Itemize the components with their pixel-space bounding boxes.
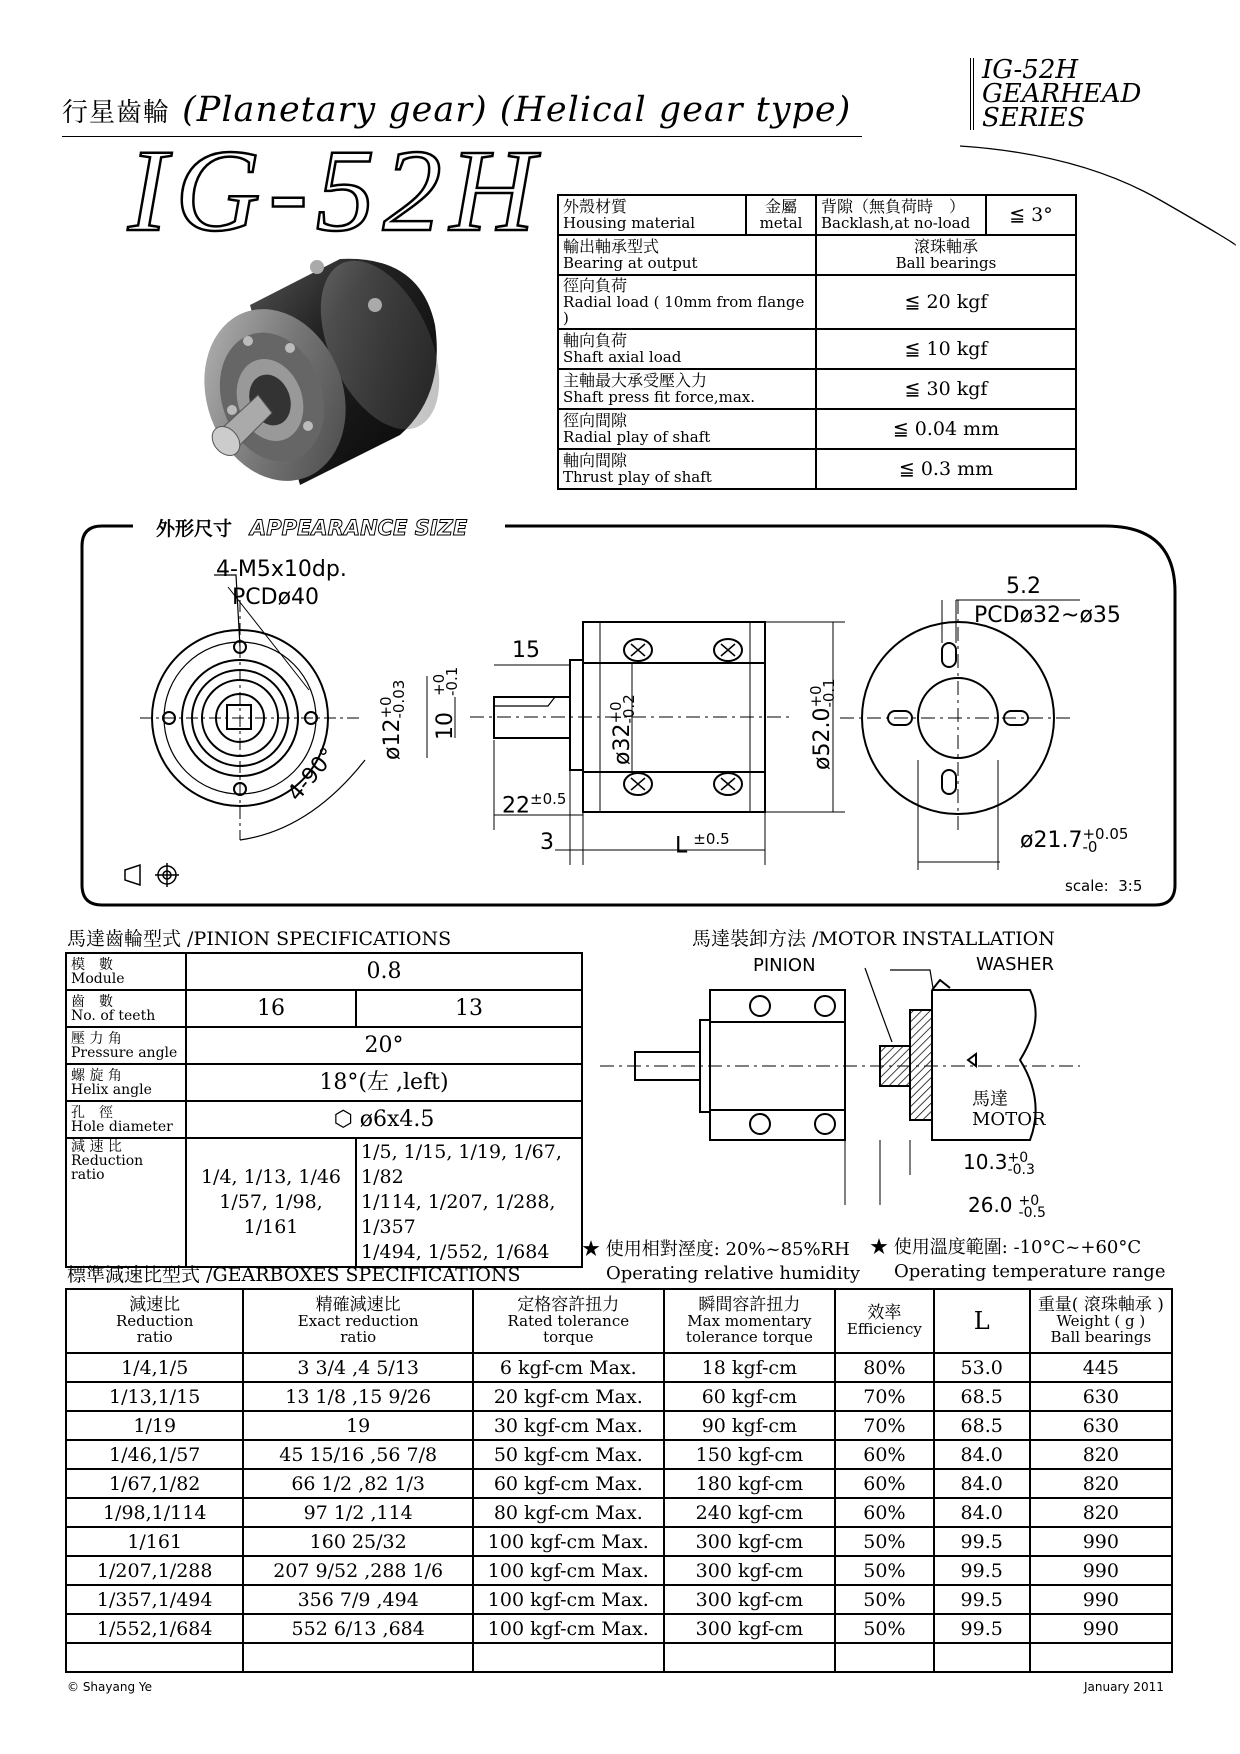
- table-cell: 1/46,1/57: [66, 1440, 243, 1469]
- pinion-value: 1/5, 1/15, 1/19, 1/67, 1/82 1/114, 1/207, 1/288, 1/357 1/494, 1/552, 1/684: [356, 1138, 582, 1267]
- gearbox-header-text: 瞬間容許扭力: [698, 1295, 801, 1315]
- spec-label: 輸出軸承型式 Bearing at output: [558, 235, 816, 275]
- dim-m5: 4-M5x10dp.: [216, 557, 347, 582]
- gearbox-header-text: L: [973, 1307, 990, 1335]
- spec-label: 徑向負荷 Radial load ( 10mm from flange ): [558, 275, 816, 329]
- gearbox-header-text: Ball bearings: [1050, 1328, 1152, 1346]
- table-cell: 84.0: [934, 1440, 1030, 1469]
- dim-d12: ø12+0 -0.03: [377, 679, 408, 760]
- spec-row: [558, 449, 1076, 489]
- gearbox-header-text: 效率: [867, 1303, 902, 1323]
- table-cell: 50%: [835, 1614, 934, 1643]
- table-cell: 99.5: [934, 1614, 1030, 1643]
- dim-5-2: 5.2: [1006, 574, 1041, 599]
- dim-lL: L $^{\pm 0.5}$: [675, 830, 730, 859]
- dim-10-3: 10.3+0 -0.3: [963, 1149, 1035, 1178]
- spec-label: 徑向間隙 Radial play of shaft: [558, 409, 816, 449]
- pinion-label: 孔 徑 Hole diameter: [66, 1101, 186, 1138]
- table-cell: 68.5: [934, 1382, 1030, 1411]
- copyright: © Shayang Ye: [67, 1680, 153, 1694]
- gearbox-header-cell: [1030, 1289, 1172, 1353]
- series-line3: SERIES: [982, 103, 1086, 133]
- table-cell: 1/161: [66, 1527, 243, 1556]
- table-cell: [1030, 1643, 1172, 1672]
- product-photo: [180, 245, 480, 495]
- gearbox-header-text: 重量( 滾珠軸承 ): [1037, 1295, 1164, 1315]
- table-cell: 300 kgf-cm: [664, 1556, 835, 1585]
- spec-label: 外殼材質 Housing material: [558, 195, 746, 235]
- gearbox-title: 標準減速比型式 /GEARBOXES SPECIFICATIONS: [67, 1264, 521, 1286]
- table-cell: 820: [1030, 1498, 1172, 1527]
- temperature-spec: ★ 使用溫度範圍: -10°C~+60°C Operating temperature range: [870, 1237, 1166, 1282]
- table-cell: 240 kgf-cm: [664, 1498, 835, 1527]
- table-row: [66, 1498, 1172, 1527]
- table-cell: 50%: [835, 1556, 934, 1585]
- spec-label: 主軸最大承受壓入力 Shaft press fit force,max.: [558, 369, 816, 409]
- hexagon-icon: ⬡: [333, 1106, 360, 1132]
- dim-d52: ø52.0+0 -0.1: [807, 678, 838, 770]
- gearbox-header-text: Rated tolerance: [507, 1312, 630, 1330]
- gearbox-header-text: Max momentary: [687, 1312, 812, 1330]
- gearbox-header-text: 減速比: [129, 1295, 181, 1315]
- table-cell: 99.5: [934, 1556, 1030, 1585]
- gearbox-header-text: Weight ( g ): [1056, 1312, 1146, 1330]
- table-cell: 160 25/32: [243, 1527, 473, 1556]
- gearbox-header-text: tolerance torque: [685, 1328, 813, 1346]
- pinion-value: ⬡ ø6x4.5: [186, 1101, 582, 1138]
- pinion-row: [66, 990, 582, 1027]
- table-cell: 100 kgf-cm Max.: [473, 1556, 664, 1585]
- table-cell: 300 kgf-cm: [664, 1585, 835, 1614]
- table-cell: [835, 1643, 934, 1672]
- pinion-label: 減 速 比 Reduction ratio: [66, 1138, 186, 1267]
- table-cell: 630: [1030, 1411, 1172, 1440]
- spec-value: ≦ 20 kgf: [816, 275, 1076, 329]
- table-cell: 1/13,1/15: [66, 1382, 243, 1411]
- dim-d217: ø21.7+0.05 -0: [1020, 825, 1129, 856]
- pinion-value: 0.8: [186, 953, 582, 990]
- dim-d32: ø32+0 -0.2: [607, 694, 638, 765]
- motor-label: 馬達 MOTOR: [972, 1089, 1046, 1130]
- table-cell: 3 3/4 ,4 5/13: [243, 1353, 473, 1382]
- table-row: [66, 1411, 1172, 1440]
- table-cell: 180 kgf-cm: [664, 1469, 835, 1498]
- table-cell: 70%: [835, 1382, 934, 1411]
- table-cell: 990: [1030, 1527, 1172, 1556]
- table-cell: 97 1/2 ,114: [243, 1498, 473, 1527]
- dim-l3: 3: [540, 830, 554, 855]
- pinion-value: 18°(左 ,left): [186, 1064, 582, 1101]
- table-cell: 68.5: [934, 1411, 1030, 1440]
- spec-row: [558, 369, 1076, 409]
- table-cell: 84.0: [934, 1498, 1030, 1527]
- spec-row: [558, 275, 1076, 329]
- spec-label: 背隙（無負荷時 ） Backlash,at no-load: [816, 195, 986, 235]
- table-cell: 100 kgf-cm Max.: [473, 1585, 664, 1614]
- gearbox-header-text: ratio: [340, 1328, 377, 1346]
- dim-l22: $22^{\pm 0.5}$: [502, 790, 567, 819]
- front-view: [140, 575, 365, 840]
- pinion-value: 13: [356, 990, 582, 1027]
- table-row: [66, 1527, 1172, 1556]
- gearbox-header-cell: [66, 1289, 243, 1353]
- table-cell: 150 kgf-cm: [664, 1440, 835, 1469]
- series-box: [970, 55, 1182, 133]
- gearbox-header-text: Efficiency: [846, 1320, 922, 1338]
- pinion-label: 齒 數 No. of teeth: [66, 990, 186, 1027]
- spec-value: ≦ 30 kgf: [816, 369, 1076, 409]
- spec-value: 金屬 metal: [746, 195, 816, 235]
- table-cell: 100 kgf-cm Max.: [473, 1527, 664, 1556]
- motor-pinion-label: PINION: [753, 955, 816, 976]
- table-cell: 1/357,1/494: [66, 1585, 243, 1614]
- spec-label: 軸向間隙 Thrust play of shaft: [558, 449, 816, 489]
- dim-pcd32: PCDø32~ø35: [974, 603, 1121, 628]
- table-cell: 356 7/9 ,494: [243, 1585, 473, 1614]
- pinion-row: [66, 1027, 582, 1064]
- table-cell: 13 1/8 ,15 9/26: [243, 1382, 473, 1411]
- dim-l15: 15: [512, 638, 540, 663]
- table-cell: 445: [1030, 1353, 1172, 1382]
- spec-value: ≦ 10 kgf: [816, 329, 1076, 369]
- table-cell: [66, 1643, 243, 1672]
- table-cell: 1/207,1/288: [66, 1556, 243, 1585]
- table-cell: 66 1/2 ,82 1/3: [243, 1469, 473, 1498]
- table-cell: 50%: [835, 1585, 934, 1614]
- gearbox-header-text: 精確減速比: [315, 1295, 401, 1315]
- table-cell: 30 kgf-cm Max.: [473, 1411, 664, 1440]
- gearbox-header-text: torque: [543, 1328, 594, 1346]
- pinion-label: 螺 旋 角 Helix angle: [66, 1064, 186, 1101]
- gearbox-header-cell: [473, 1289, 664, 1353]
- table-cell: 1/552,1/684: [66, 1614, 243, 1643]
- gearbox-header-cell: [934, 1289, 1030, 1353]
- pinion-value: 20°: [186, 1027, 582, 1064]
- pinion-value: 1/4, 1/13, 1/46 1/57, 1/98, 1/161: [186, 1138, 356, 1267]
- footer-date: January 2011: [1084, 1680, 1164, 1694]
- table-row: [66, 1382, 1172, 1411]
- table-row: [66, 1643, 1172, 1672]
- spec-row: [558, 409, 1076, 449]
- spec-value: ≦ 0.3 mm: [816, 449, 1076, 489]
- table-cell: 990: [1030, 1585, 1172, 1614]
- table-cell: 1/67,1/82: [66, 1469, 243, 1498]
- table-cell: 45 15/16 ,56 7/8: [243, 1440, 473, 1469]
- table-cell: 20 kgf-cm Max.: [473, 1382, 664, 1411]
- pinion-label: 模 數 Module: [66, 953, 186, 990]
- title-en: (Planetary gear) (Helical gear type): [182, 90, 852, 130]
- table-cell: 820: [1030, 1469, 1172, 1498]
- spec-label: 軸向負荷 Shaft axial load: [558, 329, 816, 369]
- table-row: [66, 1353, 1172, 1382]
- table-cell: 990: [1030, 1556, 1172, 1585]
- table-cell: 18 kgf-cm: [664, 1353, 835, 1382]
- table-cell: 60 kgf-cm: [664, 1382, 835, 1411]
- gearbox-header-cell: [835, 1289, 934, 1353]
- dim-h10: 10+0 -0.1: [430, 666, 461, 740]
- table-cell: 207 9/52 ,288 1/6: [243, 1556, 473, 1585]
- pinion-row: [66, 953, 582, 990]
- gearbox-body: [66, 1353, 1172, 1672]
- table-cell: 80 kgf-cm Max.: [473, 1498, 664, 1527]
- spec-value: ≦ 3°: [986, 195, 1076, 235]
- table-row: [66, 1614, 1172, 1643]
- table-cell: 60%: [835, 1498, 934, 1527]
- model-logo: IG-52H: [128, 125, 544, 256]
- title-cn: 行星齒輪: [62, 98, 171, 128]
- spec-row: [558, 235, 1076, 275]
- spec-value: 滾珠軸承 Ball bearings: [816, 235, 1076, 275]
- table-cell: [934, 1643, 1030, 1672]
- table-cell: 84.0: [934, 1469, 1030, 1498]
- table-cell: 99.5: [934, 1527, 1030, 1556]
- table-cell: 19: [243, 1411, 473, 1440]
- table-cell: 990: [1030, 1614, 1172, 1643]
- scale-label: scale: 3:5: [1065, 877, 1143, 895]
- motor-washer-label: WASHER: [976, 954, 1054, 975]
- appearance-title: [150, 514, 473, 541]
- table-cell: 60%: [835, 1440, 934, 1469]
- table-cell: 50 kgf-cm Max.: [473, 1440, 664, 1469]
- gearbox-header-row: [66, 1289, 1172, 1353]
- table-cell: 50%: [835, 1527, 934, 1556]
- table-cell: [243, 1643, 473, 1672]
- gearbox-header-text: ratio: [136, 1328, 173, 1346]
- spec-row: [558, 329, 1076, 369]
- pinion-value: 16: [186, 990, 356, 1027]
- series-line1: IG-52H: [982, 55, 1079, 85]
- table-cell: 99.5: [934, 1585, 1030, 1614]
- gearbox-header-text: 定格容許扭力: [517, 1295, 620, 1315]
- star-icon: ★: [870, 1237, 894, 1258]
- table-cell: [473, 1643, 664, 1672]
- table-cell: 60%: [835, 1469, 934, 1498]
- projection-symbol: [125, 863, 179, 887]
- series-line2: GEARHEAD: [982, 79, 1142, 109]
- table-cell: 70%: [835, 1411, 934, 1440]
- gearbox-header-cell: [664, 1289, 835, 1353]
- appearance-title-en: APPEARANCE SIZE: [250, 516, 468, 540]
- dim-pcd40: PCDø40: [232, 585, 320, 610]
- spec-table: [557, 194, 1077, 490]
- table-row: [66, 1585, 1172, 1614]
- side-view: [427, 622, 845, 865]
- motor-title: 馬達裝卸方法 /MOTOR INSTALLATION: [692, 928, 1055, 950]
- gearbox-header-text: Exact reduction: [297, 1312, 419, 1330]
- table-cell: 552 6/13 ,684: [243, 1614, 473, 1643]
- page-title: [62, 90, 851, 130]
- star-icon: ★: [582, 1239, 606, 1260]
- pinion-label: 壓 力 角 Pressure angle: [66, 1027, 186, 1064]
- spec-row: [558, 195, 1076, 235]
- table-cell: 820: [1030, 1440, 1172, 1469]
- dim-4-90: 4-90°: [283, 743, 342, 807]
- table-cell: 6 kgf-cm Max.: [473, 1353, 664, 1382]
- table-cell: 300 kgf-cm: [664, 1527, 835, 1556]
- pinion-table: [65, 952, 583, 1268]
- dim-26-0: 26.0 +0 -0.5: [968, 1192, 1046, 1221]
- pinion-row: [66, 1101, 582, 1138]
- humidity-spec: ★ 使用相對溼度: 20%~85%RH Operating relative humidity: [582, 1239, 861, 1284]
- spec-value: ≦ 0.04 mm: [816, 409, 1076, 449]
- table-cell: [664, 1643, 835, 1672]
- table-cell: 300 kgf-cm: [664, 1614, 835, 1643]
- table-row: [66, 1440, 1172, 1469]
- gearbox-table: [65, 1288, 1173, 1673]
- table-cell: 1/19: [66, 1411, 243, 1440]
- table-row: [66, 1556, 1172, 1585]
- pinion-row: [66, 1064, 582, 1101]
- table-cell: 1/98,1/114: [66, 1498, 243, 1527]
- table-cell: 1/4,1/5: [66, 1353, 243, 1382]
- table-cell: 60 kgf-cm Max.: [473, 1469, 664, 1498]
- table-cell: 90 kgf-cm: [664, 1411, 835, 1440]
- gearbox-header-text: Reduction: [116, 1312, 194, 1330]
- table-cell: 53.0: [934, 1353, 1030, 1382]
- table-cell: 630: [1030, 1382, 1172, 1411]
- pinion-row: [66, 1138, 582, 1267]
- table-row: [66, 1469, 1172, 1498]
- gearbox-header-cell: [243, 1289, 473, 1353]
- appearance-title-cn: 外形尺寸: [156, 518, 233, 540]
- table-cell: 80%: [835, 1353, 934, 1382]
- pinion-title: 馬達齒輪型式 /PINION SPECIFICATIONS: [67, 928, 452, 950]
- table-cell: 100 kgf-cm Max.: [473, 1614, 664, 1643]
